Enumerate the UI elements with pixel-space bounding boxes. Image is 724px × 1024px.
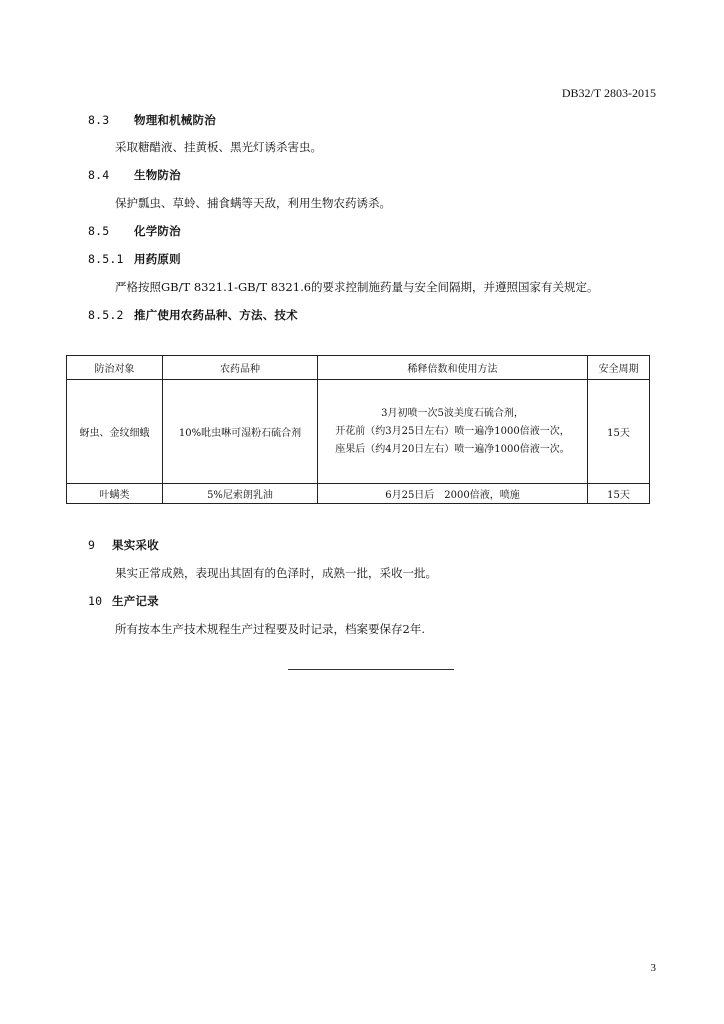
section-8-3-text: 采取糖醋液、挂黄板、黑光灯诱杀害虫。 xyxy=(115,140,322,154)
header-period: 安全周期 xyxy=(588,356,650,380)
cell-period: 15天 xyxy=(588,380,650,484)
section-8-4-text: 保护瓢虫、草蛉、捕食螨等天敌，利用生物农药诱杀。 xyxy=(115,196,391,210)
pesticide-table xyxy=(66,355,650,504)
header-pesticide: 农药品种 xyxy=(163,356,318,380)
section-8-5-heading xyxy=(88,223,181,239)
cell-target: 蚜虫、金纹细蛾 xyxy=(67,380,163,484)
end-divider xyxy=(288,669,454,670)
section-8-4-heading xyxy=(88,167,181,183)
header-method: 稀释倍数和使用方法 xyxy=(318,356,588,380)
section-number: 8.4 xyxy=(88,168,110,182)
section-number: 9 xyxy=(88,538,96,552)
cell-method xyxy=(318,380,588,484)
section-number: 8.5.2 xyxy=(88,308,124,322)
section-8-5-2-heading xyxy=(88,307,298,323)
table-row xyxy=(67,380,650,484)
method-line: 开花前（约3月25日左右）喷一遍净1000倍液一次， xyxy=(335,425,570,437)
cell-target: 叶螨类 xyxy=(67,484,163,504)
section-9-text: 果实正常成熟，表现出其固有的色泽时，成熟一批，采收一批。 xyxy=(115,566,437,580)
table-header-row xyxy=(67,356,650,380)
section-10-text: 所有按本生产技术规程生产过程要及时记录，档案要保存2年. xyxy=(115,622,425,636)
section-title: 生产记录 xyxy=(112,594,159,608)
section-8-5-1-text: 严格按照GB/T 8321.1-GB/T 8321.6的要求控制施药量与安全间隔期，并遵照国家有关规定。 xyxy=(115,280,599,294)
section-8-5-1-heading xyxy=(88,251,181,267)
document-code: DB32/T 2803-2015 xyxy=(561,86,656,100)
cell-method: 6月25日后 2000倍液，喷施 xyxy=(318,484,588,504)
section-title: 物理和机械防治 xyxy=(134,113,216,127)
section-9-heading xyxy=(88,537,159,553)
table-row xyxy=(67,484,650,504)
section-8-3-heading xyxy=(88,112,216,128)
page-number: 3 xyxy=(650,962,656,974)
section-title: 果实采收 xyxy=(112,538,159,552)
section-title: 用药原则 xyxy=(134,252,181,266)
section-number: 10 xyxy=(88,594,103,608)
section-title: 化学防治 xyxy=(134,224,181,238)
cell-period: 15天 xyxy=(588,484,650,504)
cell-pesticide: 5%尼索朗乳油 xyxy=(163,484,318,504)
header-target: 防治对象 xyxy=(67,356,163,380)
section-number: 8.5 xyxy=(88,224,110,238)
method-line: 座果后（约4月20日左右）喷一遍净1000倍液一次。 xyxy=(335,443,570,455)
cell-pesticide: 10%吡虫啉可湿粉石硫合剂 xyxy=(163,380,318,484)
section-title: 生物防治 xyxy=(134,168,181,182)
section-title: 推广使用农药品种、方法、技术 xyxy=(134,308,298,322)
section-number: 8.5.1 xyxy=(88,252,124,266)
section-number: 8.3 xyxy=(88,113,110,127)
method-line: 3月初喷一次5波美度石硫合剂， xyxy=(381,407,524,419)
section-10-heading xyxy=(88,593,159,609)
